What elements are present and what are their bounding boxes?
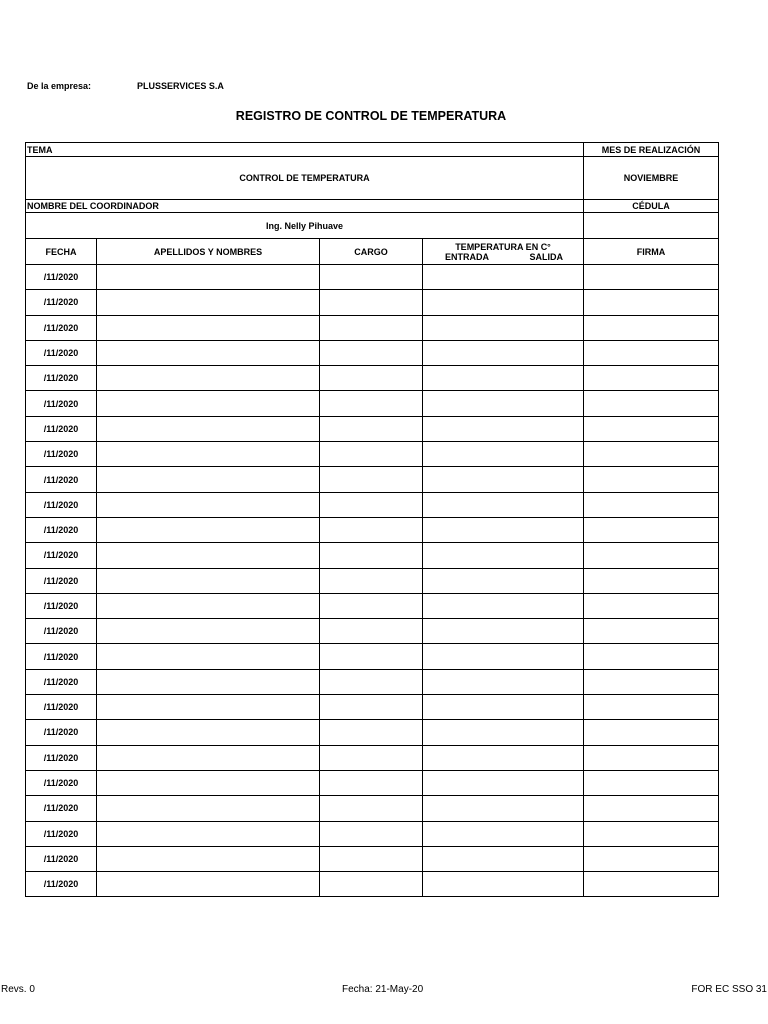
temperatura-cell[interactable] xyxy=(423,366,584,391)
firma-cell[interactable] xyxy=(584,695,719,720)
coordinador-label: NOMBRE DEL COORDINADOR xyxy=(26,200,584,213)
cargo-cell[interactable] xyxy=(320,669,423,694)
cargo-cell[interactable] xyxy=(320,315,423,340)
nombres-cell[interactable] xyxy=(97,568,320,593)
cargo-cell[interactable] xyxy=(320,467,423,492)
footer-code: FOR EC SSO 31 xyxy=(691,984,767,995)
fecha-cell[interactable]: /11/2020 xyxy=(26,872,97,897)
nombres-cell[interactable] xyxy=(97,745,320,770)
table-row xyxy=(26,695,719,720)
firma-cell[interactable] xyxy=(584,872,719,897)
firma-cell[interactable] xyxy=(584,517,719,542)
nombres-cell[interactable] xyxy=(97,846,320,871)
table-row xyxy=(26,745,719,770)
fecha-cell[interactable]: /11/2020 xyxy=(26,442,97,467)
mes-label: MES DE REALIZACIÓN xyxy=(584,143,719,157)
firma-cell[interactable] xyxy=(584,720,719,745)
coordinator-header-row xyxy=(26,200,719,213)
firma-cell[interactable] xyxy=(584,366,719,391)
temperatura-cell[interactable] xyxy=(423,568,584,593)
company-label: De la empresa: xyxy=(27,81,92,91)
footer-revision: Revs. 0 xyxy=(1,984,35,995)
table-row xyxy=(26,796,719,821)
temperatura-cell[interactable] xyxy=(423,543,584,568)
fecha-cell[interactable]: /11/2020 xyxy=(26,770,97,795)
temperatura-cell[interactable] xyxy=(423,745,584,770)
firma-cell[interactable] xyxy=(584,644,719,669)
table-row xyxy=(26,467,719,492)
tema-value[interactable]: CONTROL DE TEMPERATURA xyxy=(26,157,584,200)
cargo-cell[interactable] xyxy=(320,391,423,416)
temperatura-cell[interactable] xyxy=(423,619,584,644)
firma-cell[interactable] xyxy=(584,416,719,441)
cargo-cell[interactable] xyxy=(320,644,423,669)
firma-cell[interactable] xyxy=(584,593,719,618)
fecha-cell[interactable]: /11/2020 xyxy=(26,745,97,770)
cargo-cell[interactable] xyxy=(320,745,423,770)
temperatura-cell[interactable] xyxy=(423,669,584,694)
table-row xyxy=(26,442,719,467)
cargo-cell[interactable] xyxy=(320,366,423,391)
fecha-cell[interactable]: /11/2020 xyxy=(26,315,97,340)
table-row xyxy=(26,619,719,644)
cargo-cell[interactable] xyxy=(320,416,423,441)
temperatura-cell[interactable] xyxy=(423,644,584,669)
temperatura-cell[interactable] xyxy=(423,467,584,492)
table-row xyxy=(26,720,719,745)
fecha-cell[interactable]: /11/2020 xyxy=(26,720,97,745)
table-row xyxy=(26,265,719,290)
temperatura-cell[interactable] xyxy=(423,391,584,416)
fecha-cell[interactable]: /11/2020 xyxy=(26,467,97,492)
entrada-label: ENTRADA xyxy=(445,251,489,262)
cargo-cell[interactable] xyxy=(320,265,423,290)
nombres-cell[interactable] xyxy=(97,543,320,568)
table-row xyxy=(26,391,719,416)
cargo-cell[interactable] xyxy=(320,846,423,871)
fecha-cell[interactable]: /11/2020 xyxy=(26,669,97,694)
table-row xyxy=(26,644,719,669)
table-row xyxy=(26,872,719,897)
table-row xyxy=(26,770,719,795)
firma-cell[interactable] xyxy=(584,846,719,871)
fecha-cell[interactable]: /11/2020 xyxy=(26,796,97,821)
nombres-cell[interactable] xyxy=(97,416,320,441)
cargo-cell[interactable] xyxy=(320,821,423,846)
firma-cell[interactable] xyxy=(584,543,719,568)
col-temperatura-header xyxy=(423,239,584,265)
nombres-cell[interactable] xyxy=(97,644,320,669)
cargo-cell[interactable] xyxy=(320,442,423,467)
temperatura-cell[interactable] xyxy=(423,416,584,441)
fecha-cell[interactable]: /11/2020 xyxy=(26,340,97,365)
cargo-cell[interactable] xyxy=(320,796,423,821)
firma-cell[interactable] xyxy=(584,821,719,846)
fecha-cell[interactable]: /11/2020 xyxy=(26,290,97,315)
cargo-cell[interactable] xyxy=(320,770,423,795)
temperatura-cell[interactable] xyxy=(423,720,584,745)
cargo-cell[interactable] xyxy=(320,872,423,897)
cargo-cell[interactable] xyxy=(320,619,423,644)
temperature-register-table xyxy=(25,142,719,897)
table-row xyxy=(26,568,719,593)
fecha-cell[interactable]: /11/2020 xyxy=(26,265,97,290)
temperatura-cell[interactable] xyxy=(423,315,584,340)
nombres-cell[interactable] xyxy=(97,391,320,416)
fecha-cell[interactable]: /11/2020 xyxy=(26,695,97,720)
temperatura-cell[interactable] xyxy=(423,517,584,542)
temperatura-cell[interactable] xyxy=(423,846,584,871)
fecha-cell[interactable]: /11/2020 xyxy=(26,619,97,644)
fecha-cell[interactable]: /11/2020 xyxy=(26,846,97,871)
firma-cell[interactable] xyxy=(584,745,719,770)
temperatura-cell[interactable] xyxy=(423,821,584,846)
fecha-cell[interactable]: /11/2020 xyxy=(26,492,97,517)
fecha-cell[interactable]: /11/2020 xyxy=(26,593,97,618)
temperatura-cell[interactable] xyxy=(423,290,584,315)
fecha-cell[interactable]: /11/2020 xyxy=(26,517,97,542)
firma-cell[interactable] xyxy=(584,391,719,416)
cargo-cell[interactable] xyxy=(320,517,423,542)
fecha-cell[interactable]: /11/2020 xyxy=(26,366,97,391)
footer-date: Fecha: 21-May-20 xyxy=(342,984,424,995)
firma-cell[interactable] xyxy=(584,315,719,340)
cargo-cell[interactable] xyxy=(320,290,423,315)
coordinator-row xyxy=(26,213,719,239)
table-row xyxy=(26,315,719,340)
table-row xyxy=(26,593,719,618)
nombres-cell[interactable] xyxy=(97,619,320,644)
table-row xyxy=(26,290,719,315)
fecha-cell[interactable]: /11/2020 xyxy=(26,543,97,568)
firma-cell[interactable] xyxy=(584,442,719,467)
nombres-cell[interactable] xyxy=(97,492,320,517)
col-nombres-header: APELLIDOS Y NOMBRES xyxy=(97,239,320,265)
temperatura-cell[interactable] xyxy=(423,770,584,795)
table-row xyxy=(26,340,719,365)
nombres-cell[interactable] xyxy=(97,265,320,290)
table-row xyxy=(26,669,719,694)
cargo-cell[interactable] xyxy=(320,720,423,745)
table-row xyxy=(26,846,719,871)
firma-cell[interactable] xyxy=(584,568,719,593)
cargo-cell[interactable] xyxy=(320,568,423,593)
firma-cell[interactable] xyxy=(584,467,719,492)
firma-cell[interactable] xyxy=(584,290,719,315)
coordinador-value[interactable]: Ing. Nelly Pihuave xyxy=(26,213,584,239)
firma-cell[interactable] xyxy=(584,265,719,290)
table-row xyxy=(26,416,719,441)
cargo-cell[interactable] xyxy=(320,695,423,720)
column-header-row xyxy=(26,239,719,265)
cargo-cell[interactable] xyxy=(320,593,423,618)
firma-cell[interactable] xyxy=(584,669,719,694)
cargo-cell[interactable] xyxy=(320,543,423,568)
table-row xyxy=(26,366,719,391)
temperatura-cell[interactable] xyxy=(423,796,584,821)
fecha-cell[interactable]: /11/2020 xyxy=(26,391,97,416)
temperatura-cell[interactable] xyxy=(423,695,584,720)
col-firma-header: FIRMA xyxy=(584,239,719,265)
tema-label: TEMA xyxy=(26,143,584,157)
nombres-cell[interactable] xyxy=(97,872,320,897)
temperatura-cell[interactable] xyxy=(423,872,584,897)
nombres-cell[interactable] xyxy=(97,796,320,821)
document-title: REGISTRO DE CONTROL DE TEMPERATURA xyxy=(235,109,507,123)
table-row xyxy=(26,517,719,542)
fecha-cell[interactable]: /11/2020 xyxy=(26,416,97,441)
nombres-cell[interactable] xyxy=(97,669,320,694)
col-fecha-header: FECHA xyxy=(26,239,97,265)
nombres-cell[interactable] xyxy=(97,720,320,745)
temperatura-cell[interactable] xyxy=(423,442,584,467)
table-row xyxy=(26,821,719,846)
nombres-cell[interactable] xyxy=(97,770,320,795)
firma-cell[interactable] xyxy=(584,492,719,517)
mes-value[interactable]: NOVIEMBRE xyxy=(584,157,719,200)
nombres-cell[interactable] xyxy=(97,290,320,315)
cargo-cell[interactable] xyxy=(320,492,423,517)
temperatura-label: TEMPERATURA EN C° xyxy=(455,241,551,252)
temperatura-cell[interactable] xyxy=(423,593,584,618)
nombres-cell[interactable] xyxy=(97,366,320,391)
cedula-value[interactable] xyxy=(584,213,719,239)
nombres-cell[interactable] xyxy=(97,442,320,467)
fecha-cell[interactable]: /11/2020 xyxy=(26,568,97,593)
tema-row xyxy=(26,157,719,200)
temperatura-cell[interactable] xyxy=(423,492,584,517)
cargo-cell[interactable] xyxy=(320,340,423,365)
table-row xyxy=(26,543,719,568)
table-row xyxy=(26,492,719,517)
temperatura-cell[interactable] xyxy=(423,265,584,290)
nombres-cell[interactable] xyxy=(97,315,320,340)
nombres-cell[interactable] xyxy=(97,821,320,846)
fecha-cell[interactable]: /11/2020 xyxy=(26,821,97,846)
cedula-label: CÉDULA xyxy=(584,200,719,213)
fecha-cell[interactable]: /11/2020 xyxy=(26,644,97,669)
nombres-cell[interactable] xyxy=(97,467,320,492)
firma-cell[interactable] xyxy=(584,796,719,821)
salida-label: SALIDA xyxy=(529,251,563,262)
form-header-row xyxy=(26,143,719,157)
nombres-cell[interactable] xyxy=(97,593,320,618)
nombres-cell[interactable] xyxy=(97,517,320,542)
nombres-cell[interactable] xyxy=(97,340,320,365)
temperatura-cell[interactable] xyxy=(423,340,584,365)
firma-cell[interactable] xyxy=(584,619,719,644)
col-cargo-header: CARGO xyxy=(320,239,423,265)
firma-cell[interactable] xyxy=(584,340,719,365)
nombres-cell[interactable] xyxy=(97,695,320,720)
firma-cell[interactable] xyxy=(584,770,719,795)
company-name: PLUSSERVICES S.A xyxy=(137,81,224,91)
